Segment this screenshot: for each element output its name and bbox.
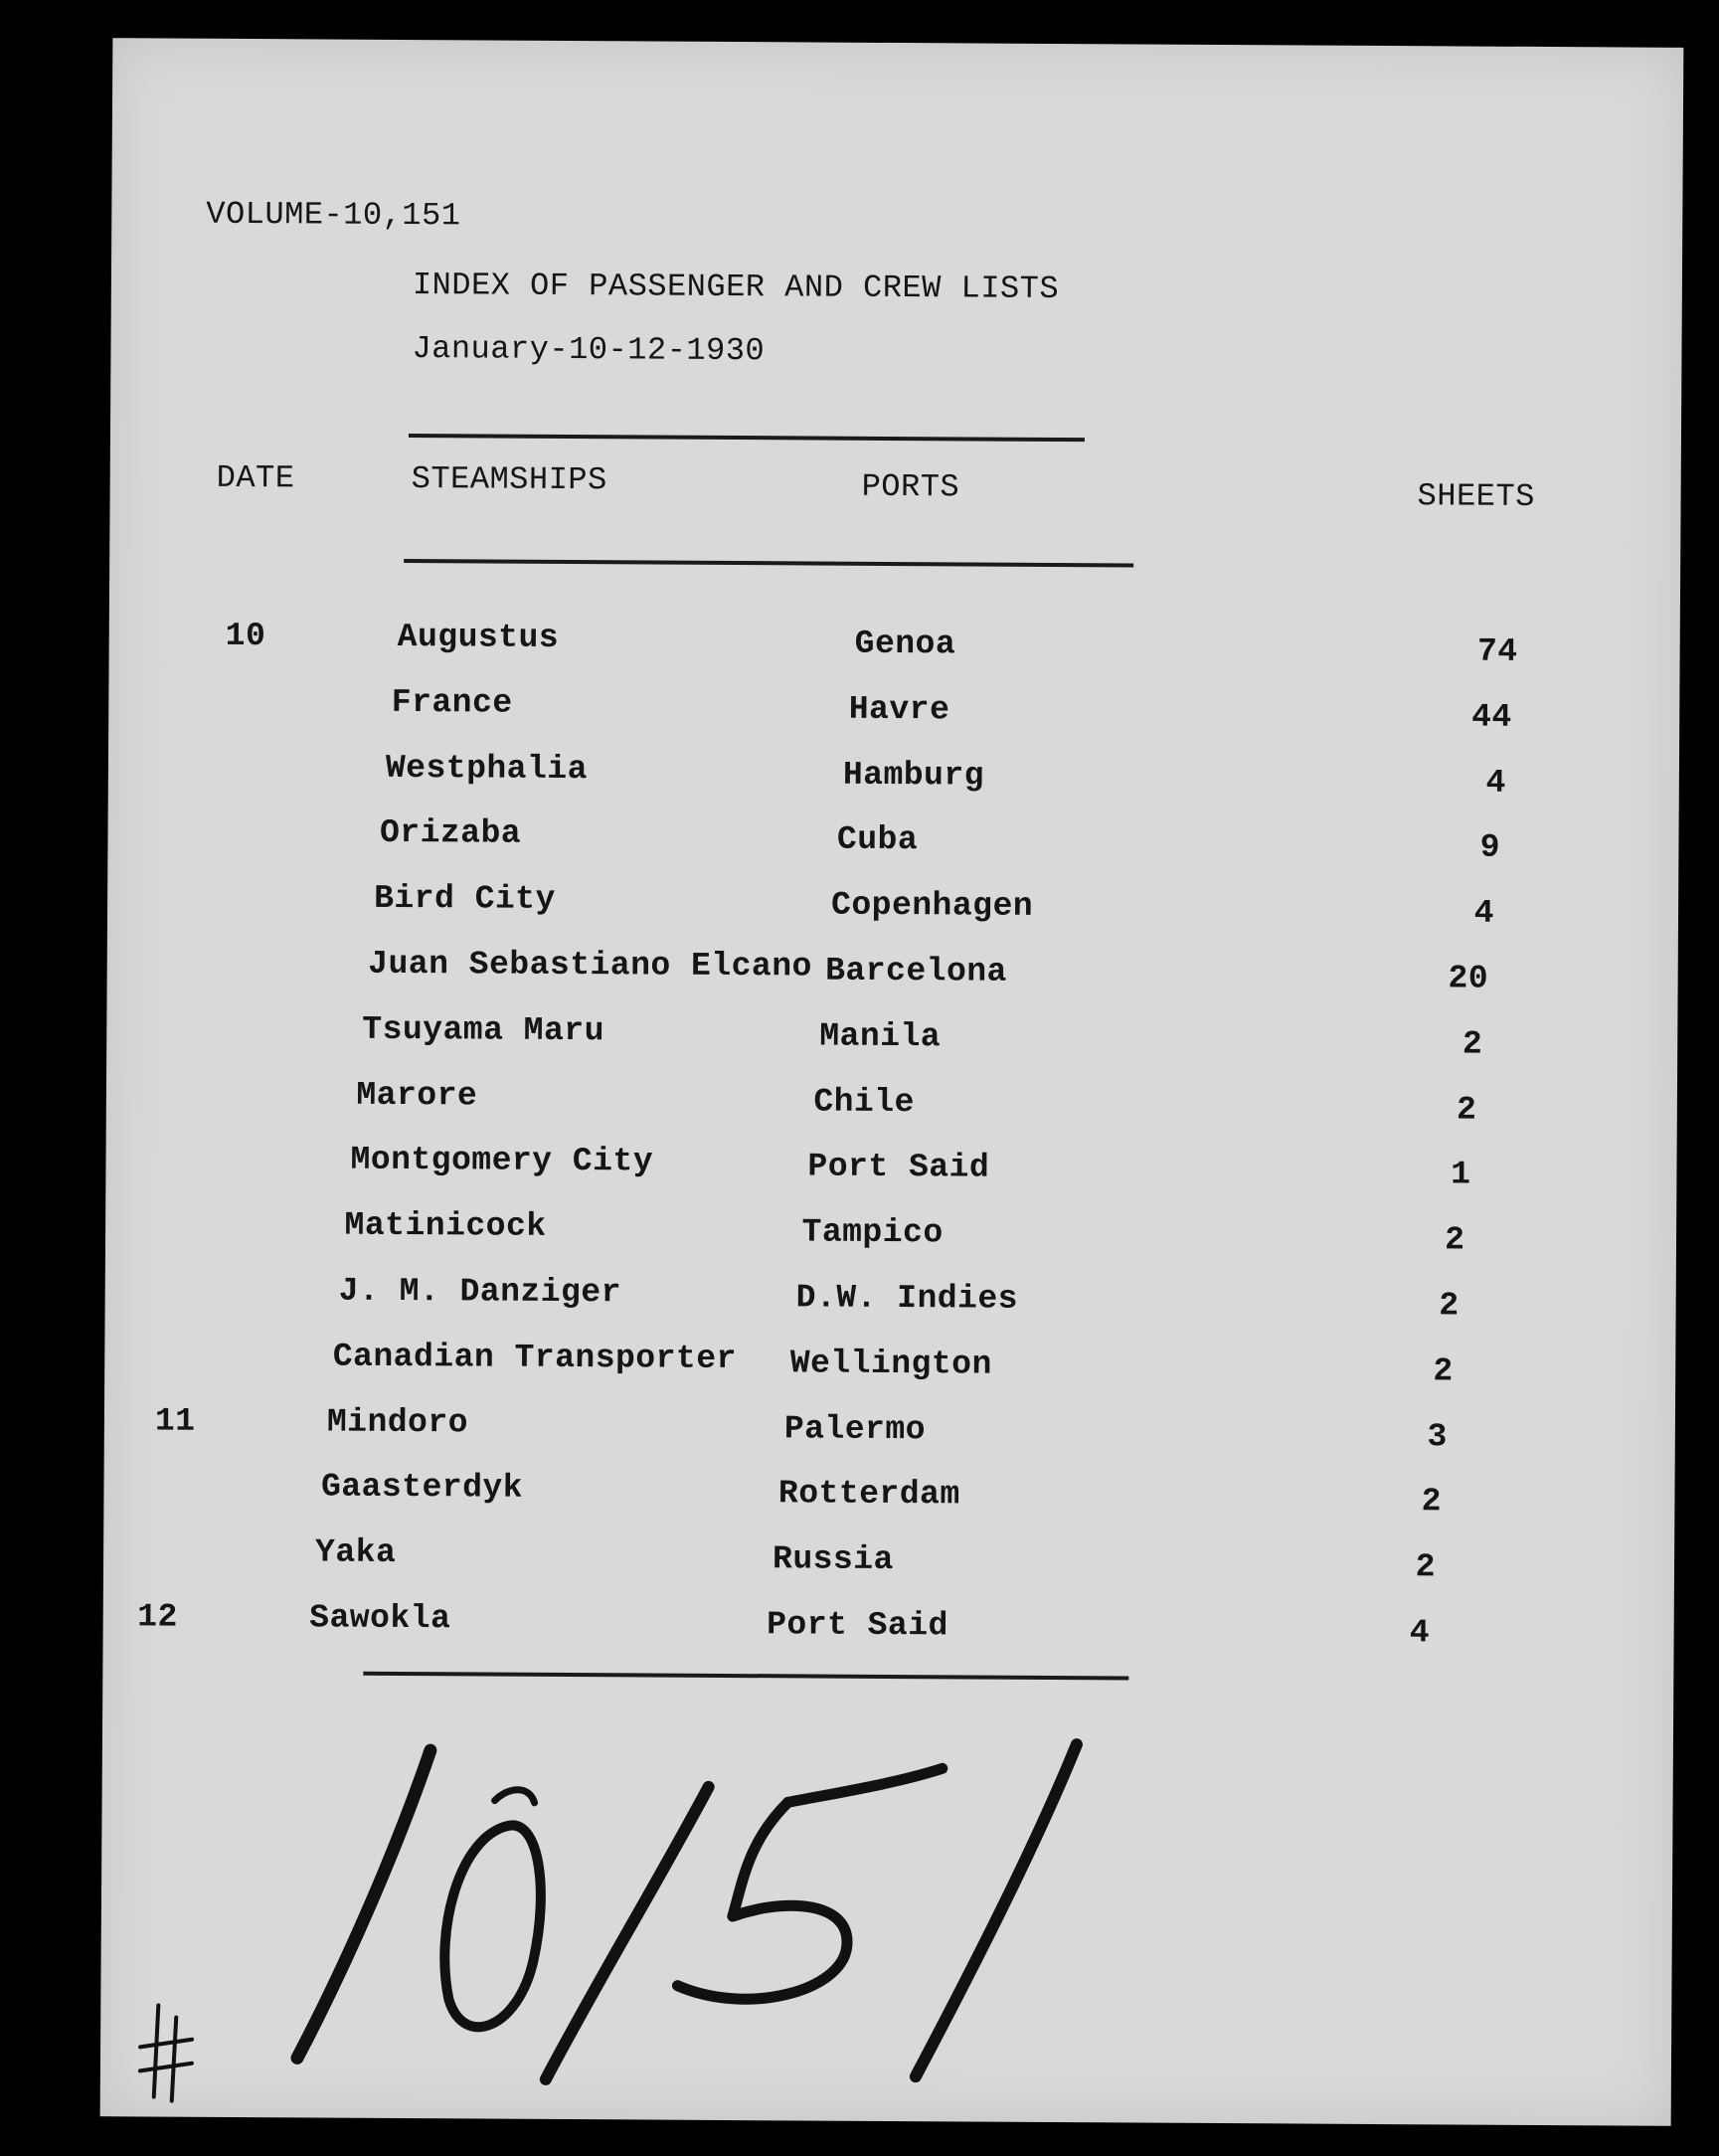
- row-sheets: 9: [1479, 829, 1501, 867]
- row-steamship: France: [391, 683, 513, 722]
- row-sheets: 4: [1473, 894, 1495, 932]
- row-sheets: 3: [1427, 1417, 1448, 1456]
- column-header-steamships: STEAMSHIPS: [411, 460, 607, 499]
- row-date: 12: [137, 1598, 178, 1636]
- row-port: Chile: [813, 1083, 916, 1121]
- row-steamship: Orizaba: [379, 814, 522, 853]
- column-header-sheets: SHEETS: [1417, 477, 1535, 515]
- document-sheet: [100, 38, 1684, 2126]
- row-sheets: 2: [1433, 1352, 1454, 1390]
- column-header-ports: PORTS: [861, 467, 960, 506]
- row-sheets: 74: [1476, 632, 1518, 670]
- row-port: Port Said: [767, 1606, 949, 1645]
- row-port: Port Said: [807, 1148, 990, 1186]
- row-port: D.W. Indies: [795, 1279, 1019, 1318]
- row-sheets: 44: [1471, 698, 1512, 736]
- row-steamship: Gaasterdyk: [320, 1468, 524, 1508]
- row-port: Copenhagen: [830, 886, 1034, 926]
- title-underline: [409, 434, 1085, 442]
- row-steamship: Juan Sebastiano Elcano: [368, 945, 812, 986]
- row-steamship: Mindoro: [326, 1403, 469, 1441]
- row-sheets: 2: [1415, 1548, 1437, 1586]
- row-sheets: 2: [1439, 1287, 1460, 1325]
- row-port: Manila: [819, 1017, 942, 1056]
- row-port: Hamburg: [842, 756, 985, 795]
- row-sheets: 4: [1485, 764, 1506, 802]
- row-sheets: 4: [1409, 1614, 1431, 1652]
- row-steamship: Sawokla: [309, 1599, 451, 1638]
- row-steamship: Montgomery City: [350, 1142, 654, 1180]
- row-steamship: Tsuyama Maru: [362, 1010, 605, 1050]
- row-port: Rotterdam: [777, 1475, 960, 1514]
- row-steamship: Matinicock: [344, 1206, 547, 1246]
- row-steamship: Yaka: [314, 1533, 397, 1572]
- column-header-date: DATE: [216, 458, 295, 497]
- handwritten-volume-number: [279, 1729, 1425, 2094]
- header-underline: [404, 559, 1133, 567]
- row-port: Cuba: [836, 821, 919, 859]
- row-steamship: Bird City: [374, 880, 556, 919]
- margin-hash-mark: [136, 1997, 197, 2106]
- row-port: Tampico: [801, 1213, 944, 1252]
- row-port: Havre: [848, 690, 950, 729]
- row-port: Palermo: [783, 1409, 927, 1448]
- row-port: Barcelona: [825, 952, 1008, 990]
- row-sheets: 1: [1451, 1156, 1471, 1193]
- row-date: 10: [225, 617, 266, 655]
- row-steamship: Augustus: [397, 618, 560, 656]
- row-sheets: 2: [1461, 1025, 1483, 1063]
- row-port: Genoa: [854, 625, 956, 663]
- row-sheets: 2: [1456, 1091, 1477, 1129]
- row-date: 11: [154, 1402, 196, 1440]
- row-sheets: 2: [1445, 1221, 1465, 1259]
- row-steamship: J. M. Danziger: [338, 1272, 622, 1312]
- table-bottom-rule: [363, 1672, 1128, 1681]
- row-steamship: Marore: [356, 1076, 478, 1115]
- row-sheets: 20: [1448, 960, 1489, 997]
- date-range: January-10-12-1930: [412, 330, 766, 370]
- row-port: Russia: [772, 1540, 895, 1579]
- row-port: Wellington: [789, 1345, 992, 1383]
- volume-label: VOLUME-10,151: [206, 195, 461, 235]
- row-sheets: 2: [1421, 1483, 1443, 1521]
- row-steamship: Canadian Transporter: [332, 1338, 737, 1377]
- row-steamship: Westphalia: [385, 749, 589, 788]
- document-title: INDEX OF PASSENGER AND CREW LISTS: [412, 267, 1060, 308]
